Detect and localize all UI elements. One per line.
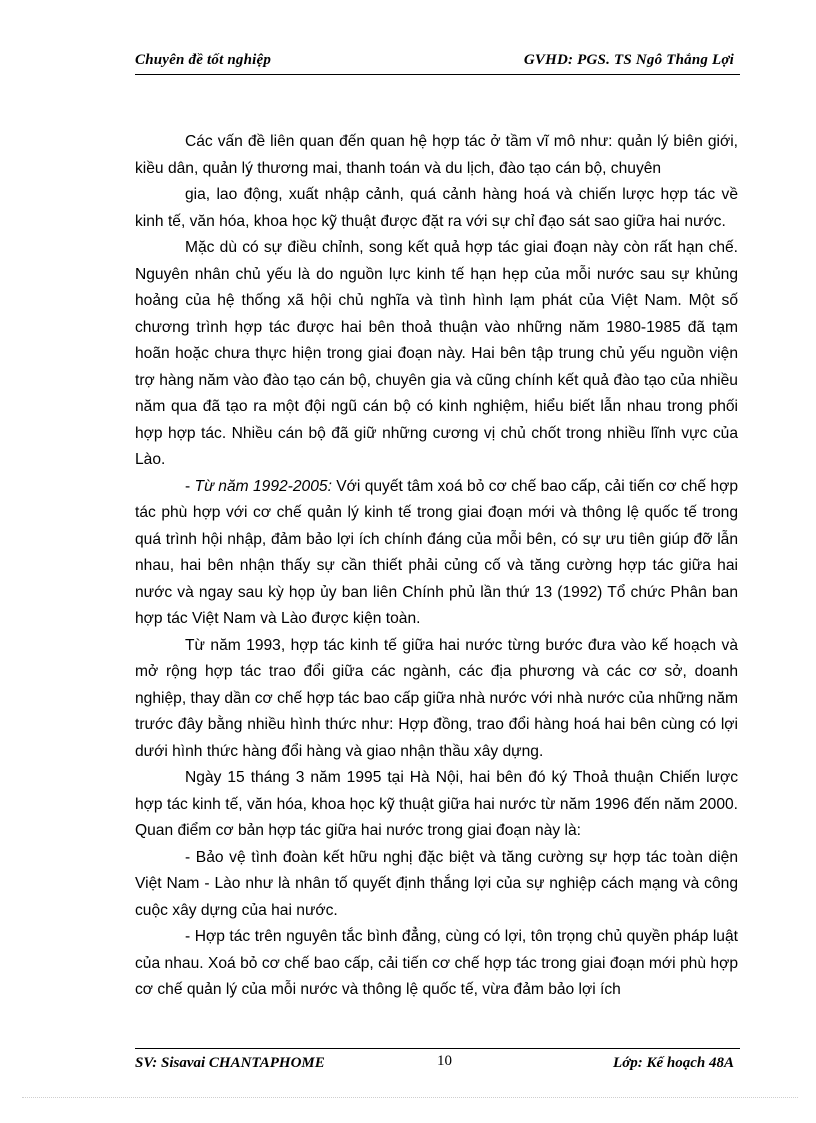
footer-class: Lớp: Kế hoạch 48A [613,1055,734,1071]
paragraph-4: Từ năm 1993, hợp tác kinh tế giữa hai nước từng bước đưa vào kế hoạch và mở rộng hợp tác trao đổi giữa các ngành, các địa phương và các cơ sở, doanh nghiệp, thay dần cơ chế hợp tác bao cấp giữa nhà nước với nhà nước của những năm trước đây bằng nhiều hình thức như: Hợp đồng, trao đổi hàng hoá hai bên cùng có lợi dưới hình thức hàng đổi hàng và giao nhận thầu xây dựng. [135,636,738,760]
header-supervisor: GVHD: PGS. TS Ngô Thắng Lợi [523,52,734,68]
page-edge-divider [22,1097,798,1098]
page-header [135,50,740,75]
footer-student: SV: Sisavai CHANTAPHOME [135,1055,325,1071]
page-number: 10 [437,1053,452,1069]
paragraph-3-period-label: Từ năm 1992-2005: [194,477,332,495]
body-text [135,129,738,1004]
header-document-type: Chuyên đề tốt nghiệp [135,52,272,68]
paragraph-2: Mặc dù có sự điều chỉnh, song kết quả hợp tác giai đoạn này còn rất hạn chế. Nguyên nhân chủ yếu là do nguồn lực kinh tế hạn hẹp của mỗi nước sau sự khủng hoảng của hệ thống xã hội chủ nghĩa và tình hình lạm phát của Việt Nam. Một số chương trình hợp tác được hai bên thoả thuận vào những năm 1980-1985 đã tạm hoãn hoặc chưa thực hiện trong giai đoạn này. Hai bên tập trung chủ yếu nguồn viện trợ hàng năm vào đào tạo cán bộ, chuyên gia và cũng chính kết quả đào tạo của nhiều năm qua đã tạo ra một đội ngũ cán bộ có kinh nghiệm, hiểu biết lẫn nhau trong phối hợp hợp tác. Nhiều cán bộ đã giữ những cương vị chủ chốt trong nhiều lĩnh vực của Lào. [135,239,738,468]
paragraph-3-dash: - [185,477,195,495]
paragraph-1-part-2: gia, lao động, xuất nhập cảnh, quá cảnh hàng hoá và chiến lược hợp tác về kinh tế, văn hóa, khoa học kỹ thuật được đặt ra với sự chỉ đạo sát sao giữa hai nước. [135,186,738,230]
paragraph-7: - Hợp tác trên nguyên tắc bình đẳng, cùng có lợi, tôn trọng chủ quyền pháp luật của nhau. Xoá bỏ cơ chế bao cấp, cải tiến cơ chế hợp tác trong giai đoạn mới phù hợp cơ chế quản lý của mỗi nước và thông lệ quốc tế, vừa đảm bảo lợi ích [135,928,738,998]
page-footer [135,1048,740,1079]
paragraph-3-text: Với quyết tâm xoá bỏ cơ chế bao cấp, cải tiến cơ chế hợp tác phù hợp với cơ chế quản lý kinh tế trong giai đoạn mới và thông lệ quốc tế trong quá trình hội nhập, đảm bảo lợi ích chính đáng của mỗi bên, có sự ưu tiên giúp đỡ lẫn nhau, hai bên nhận thấy sự cần thiết phải củng cố và tăng cường hợp tác giữa hai nước và ngay sau kỳ họp ủy ban liên Chính phủ lần thứ 13 (1992) Tổ chức Phân ban hợp tác Việt Nam và Lào được kiện toàn. [135,477,738,627]
paragraph-6: - Bảo vệ tình đoàn kết hữu nghị đặc biệt và tăng cường sự hợp tác toàn diện Việt Nam - Lào như là nhân tố quyết định thắng lợi của sự nghiệp cách mạng và công cuộc xây dựng của hai nước. [135,848,738,919]
paragraph-1-part-1: Các vấn đề liên quan đến quan hệ hợp tác ở tầm vĩ mô như: quản lý biên giới, kiều dân, quản lý thương mai, thanh toán và du lịch, đào tạo cán bộ, chuyên [135,133,738,177]
paragraph-3 [135,474,738,633]
paragraph-5: Ngày 15 tháng 3 năm 1995 tại Hà Nội, hai bên đó ký Thoả thuận Chiến lược hợp tác kinh tế, văn hóa, khoa học kỹ thuật giữa hai nước từ năm 1996 đến năm 2000. Quan điểm cơ bản hợp tác giữa hai nước trong giai đoạn này là: [135,769,738,839]
